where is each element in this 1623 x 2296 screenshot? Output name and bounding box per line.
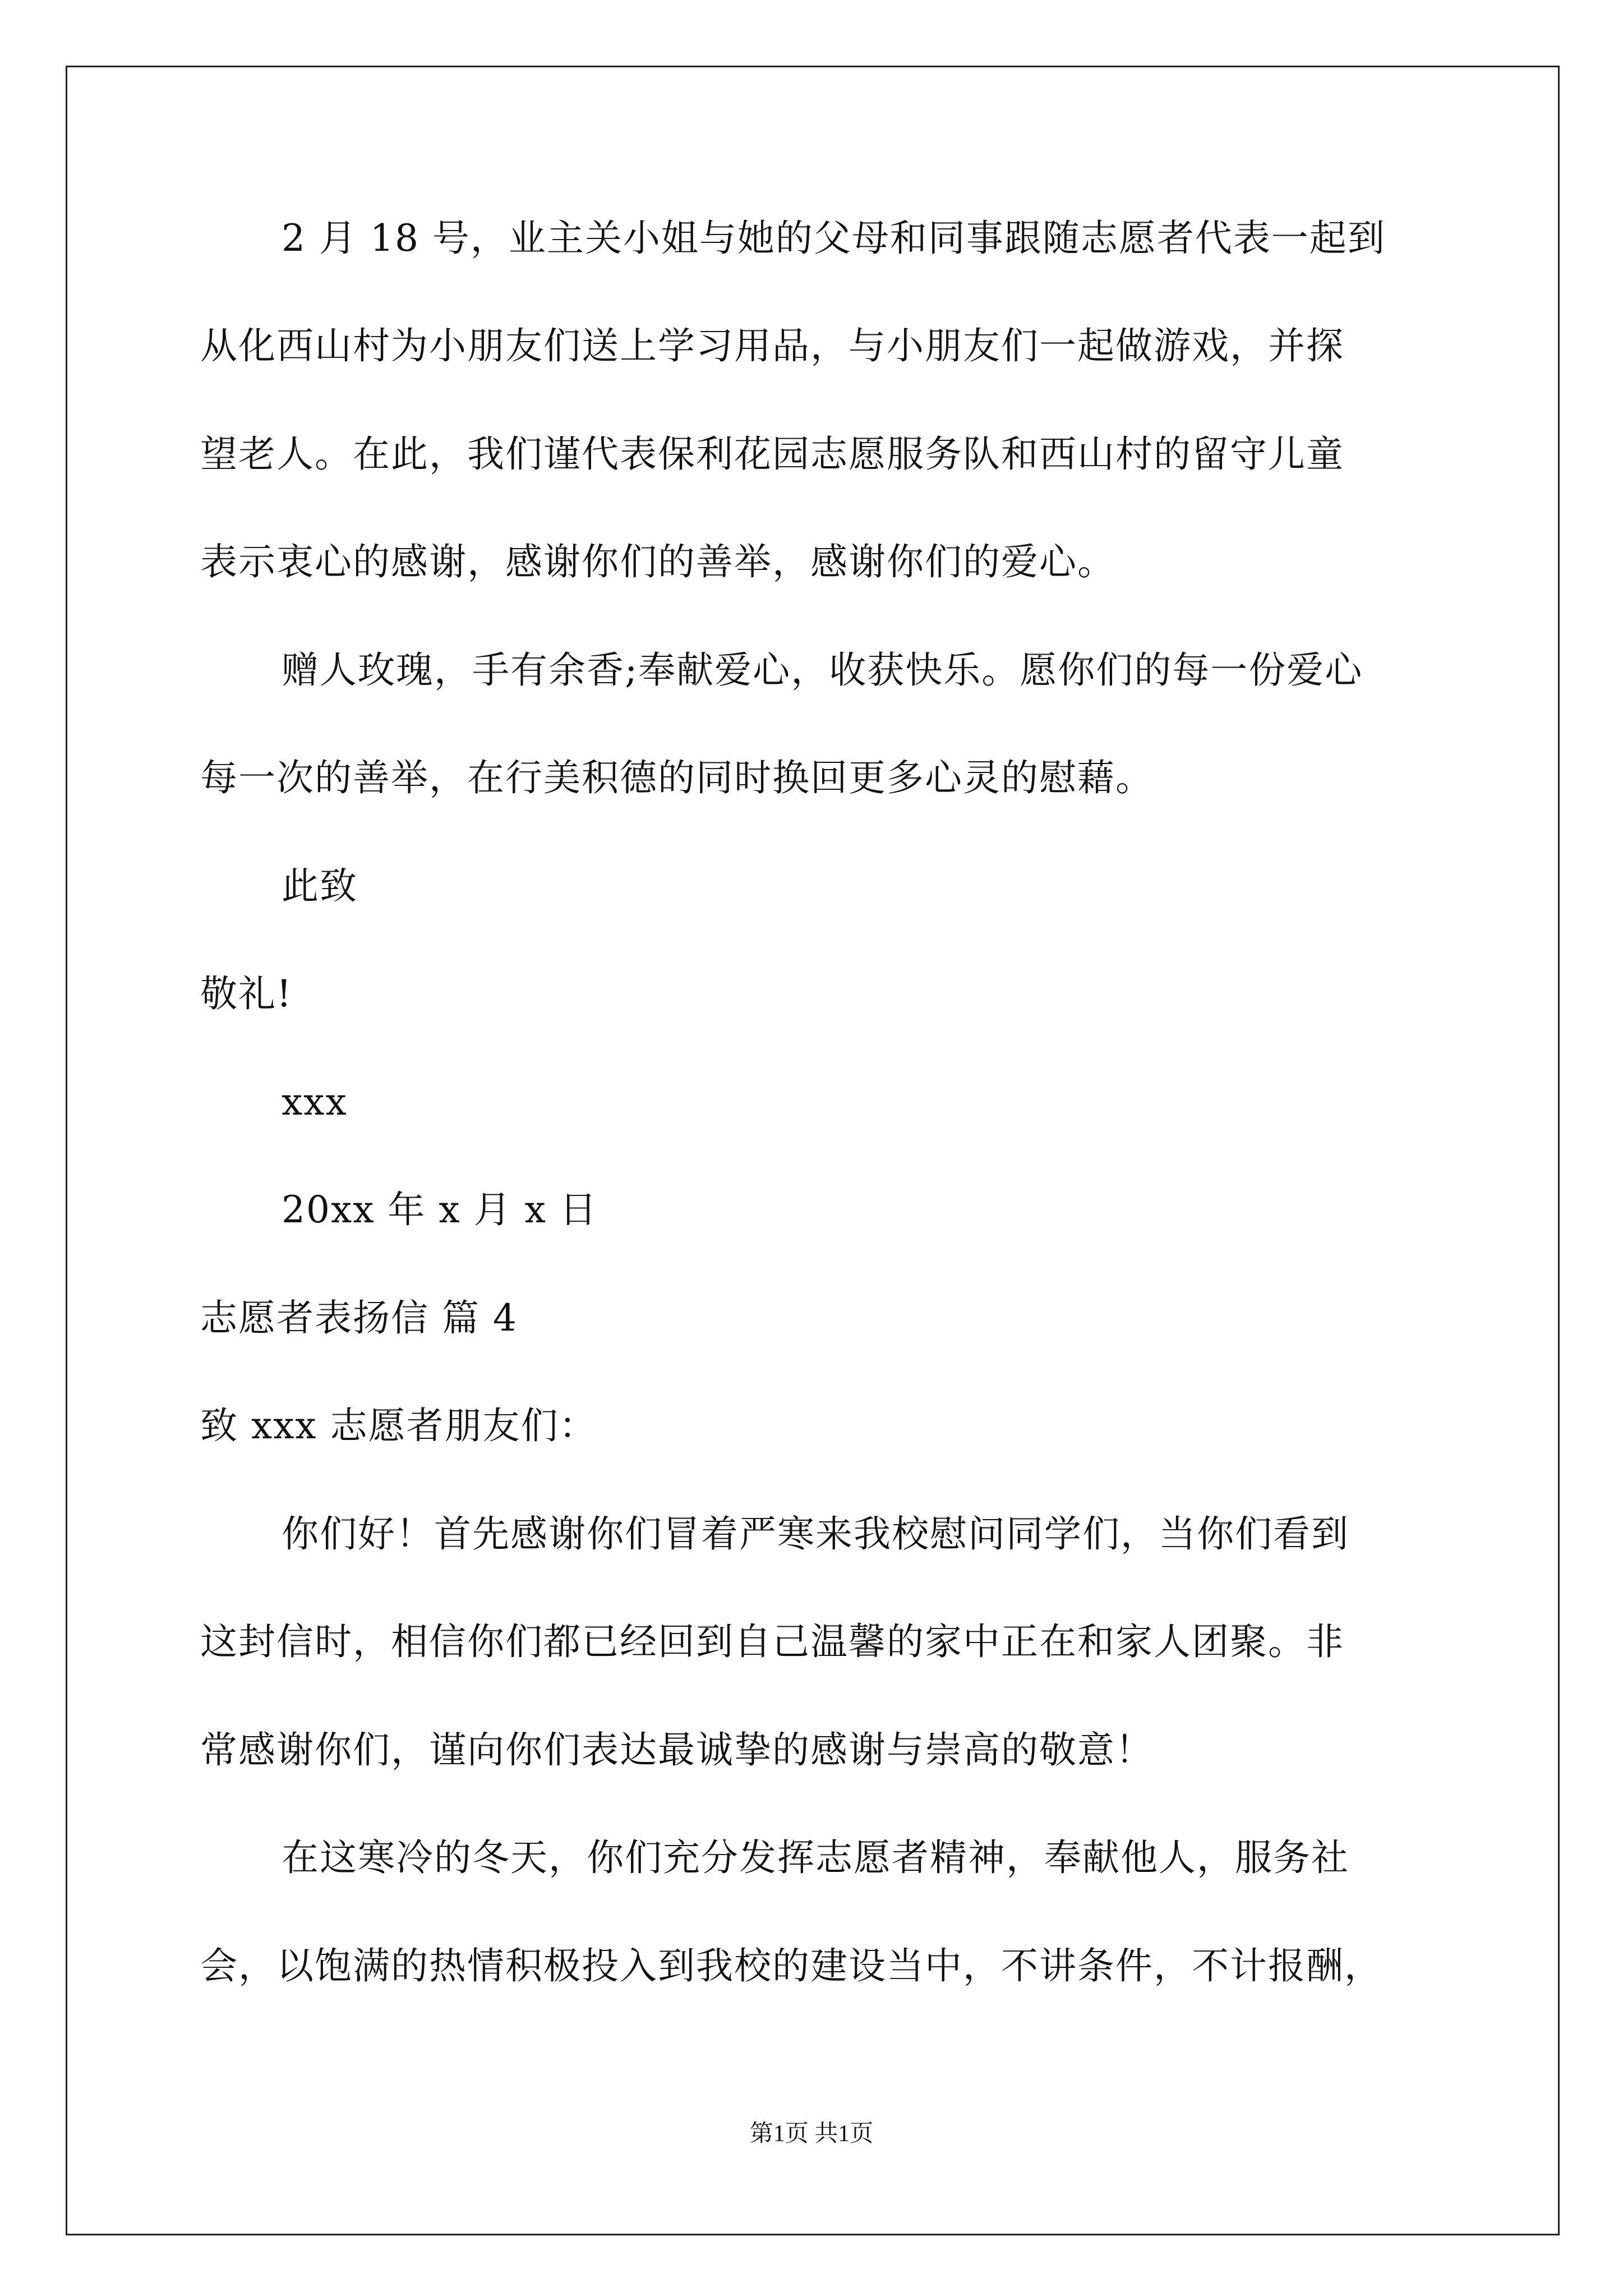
paragraph-line: 每一次的善举，在行美积德的同时换回更多心灵的慰藉。	[200, 756, 1154, 799]
paragraph-line: 赠人玫瑰，手有余香;奉献爱心，收获快乐。愿你们的每一份爱心	[282, 648, 1363, 692]
paragraph-line: 望老人。在此，我们谨代表保利花园志愿服务队和西山村的留守儿童	[200, 432, 1344, 476]
signature-name: xxx	[282, 1080, 348, 1124]
signature-date: 20xx 年 x 月 x 日	[282, 1188, 598, 1231]
paragraph-line: 从化西山村为小朋友们送上学习用品，与小朋友们一起做游戏，并探	[200, 324, 1344, 367]
paragraph-line: 2 月 18 号，业主关小姐与她的父母和同事跟随志愿者代表一起到	[282, 217, 1386, 260]
paragraph-line: 在这寒冷的冬天，你们充分发挥志愿者精神，奉献他人，服务社	[282, 1836, 1349, 1879]
section-heading: 志愿者表扬信 篇 4	[200, 1296, 518, 1340]
paragraph-line: 会，以饱满的热情积极投入到我校的建设当中，不讲条件，不计报酬，	[200, 1944, 1382, 1987]
letter-greeting: 致 xxx 志愿者朋友们：	[200, 1404, 597, 1447]
paragraph-line: 这封信时，相信你们都已经回到自己温馨的家中正在和家人团聚。非	[200, 1620, 1344, 1663]
paragraph-line: 你们好！首先感谢你们冒着严寒来我校慰问同学们，当你们看到	[282, 1512, 1349, 1556]
page-border	[66, 66, 1560, 2235]
paragraph-line: 表示衷心的感谢，感谢你们的善举，感谢你们的爱心。	[200, 540, 1115, 583]
closing-regards: 敬礼!	[200, 972, 293, 1015]
page-footer: 第1页 共1页	[749, 2121, 874, 2147]
paragraph-line: 常感谢你们，谨向你们表达最诚挚的感谢与崇高的敬意！	[200, 1728, 1154, 1772]
closing-salutation: 此致	[282, 864, 358, 908]
